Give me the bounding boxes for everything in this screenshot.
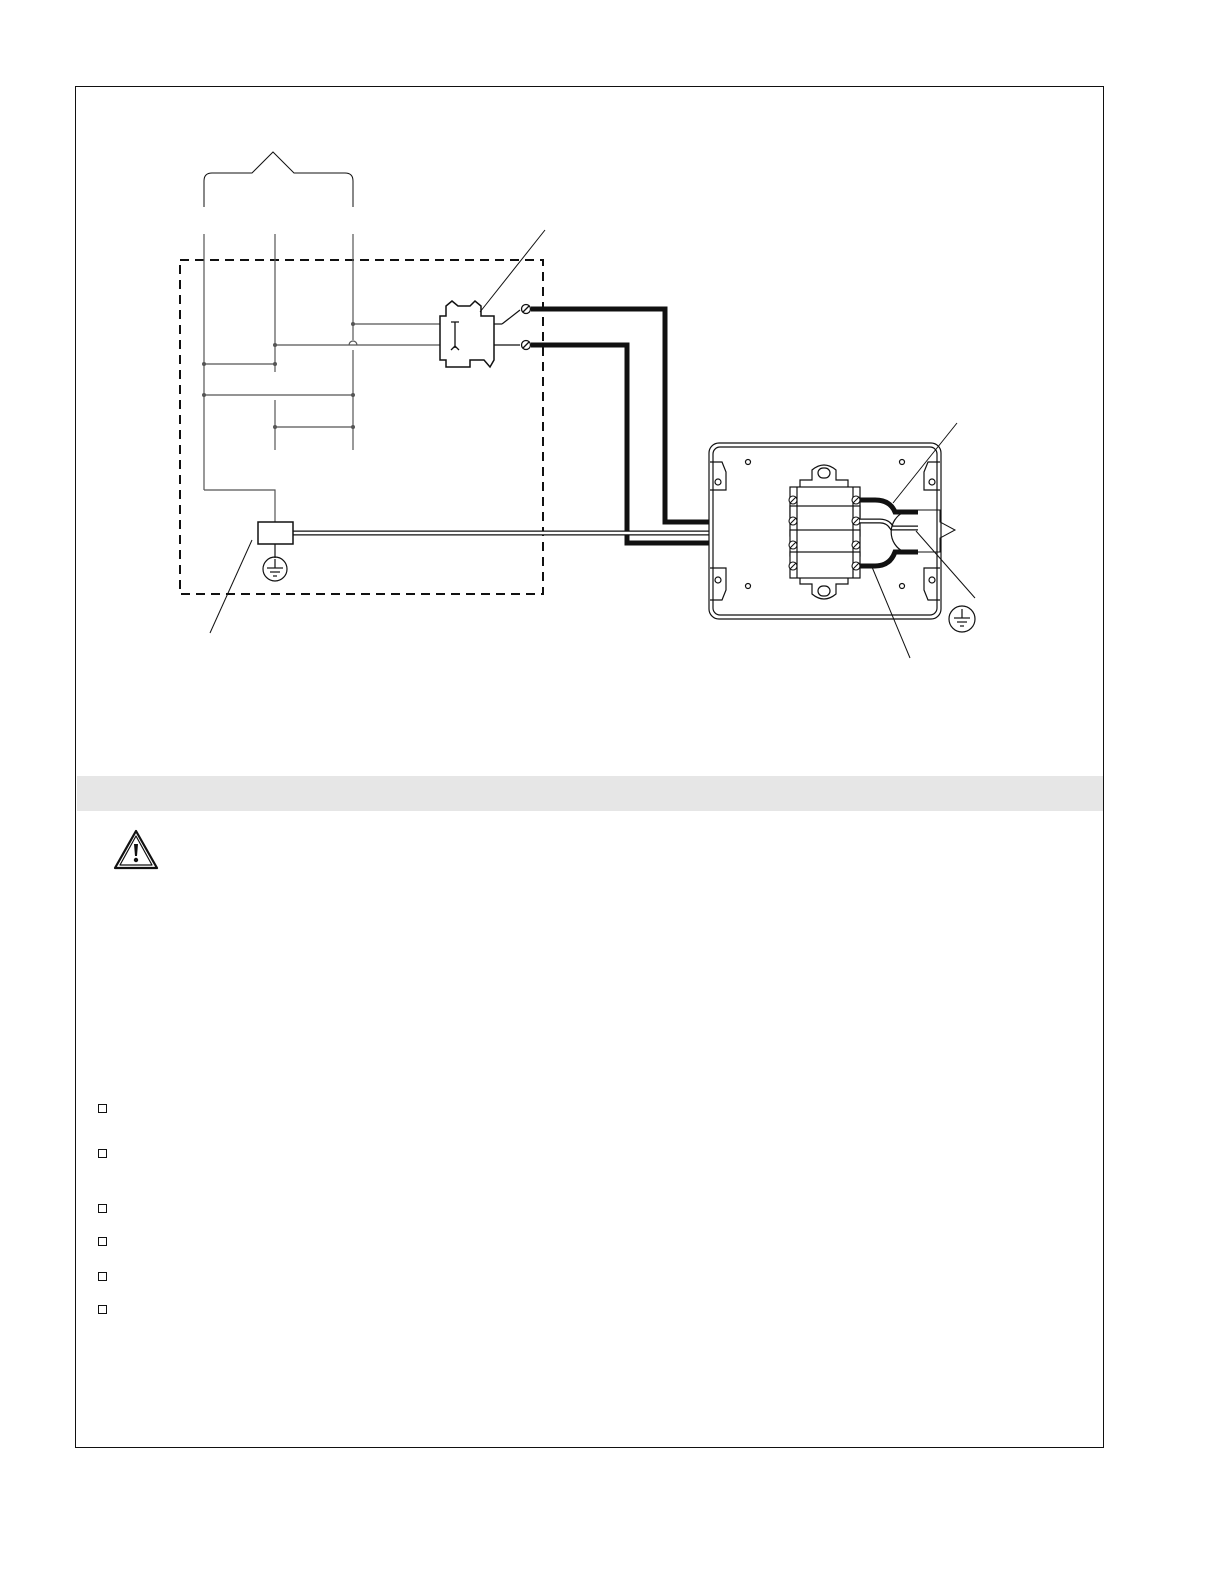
checkbox[interactable]: [98, 1237, 107, 1246]
service-panel-outline: [180, 260, 543, 594]
junction-ground-symbol: [949, 606, 975, 632]
ground-bus-bar: [258, 522, 293, 544]
circuit-breaker: [440, 301, 494, 367]
checkbox[interactable]: [98, 1272, 107, 1281]
ground-bus-leader-line: [210, 540, 252, 633]
section-band: [77, 776, 1103, 811]
panel-ground-symbol: [263, 557, 287, 581]
checkbox[interactable]: [98, 1305, 107, 1314]
wiring-diagram: [0, 0, 1224, 780]
breaker-leader-line: [480, 230, 545, 312]
checkbox[interactable]: [98, 1149, 107, 1158]
checkbox[interactable]: [98, 1204, 107, 1213]
warning-triangle-icon: [113, 829, 159, 871]
checkbox[interactable]: [98, 1104, 107, 1113]
breaker-output-leads: [494, 310, 520, 345]
breaker-terminal-screws: [522, 305, 531, 350]
bus-junction-dots: [202, 322, 355, 429]
supply-brace: [204, 152, 353, 207]
supply-bus-lines: [204, 234, 440, 522]
